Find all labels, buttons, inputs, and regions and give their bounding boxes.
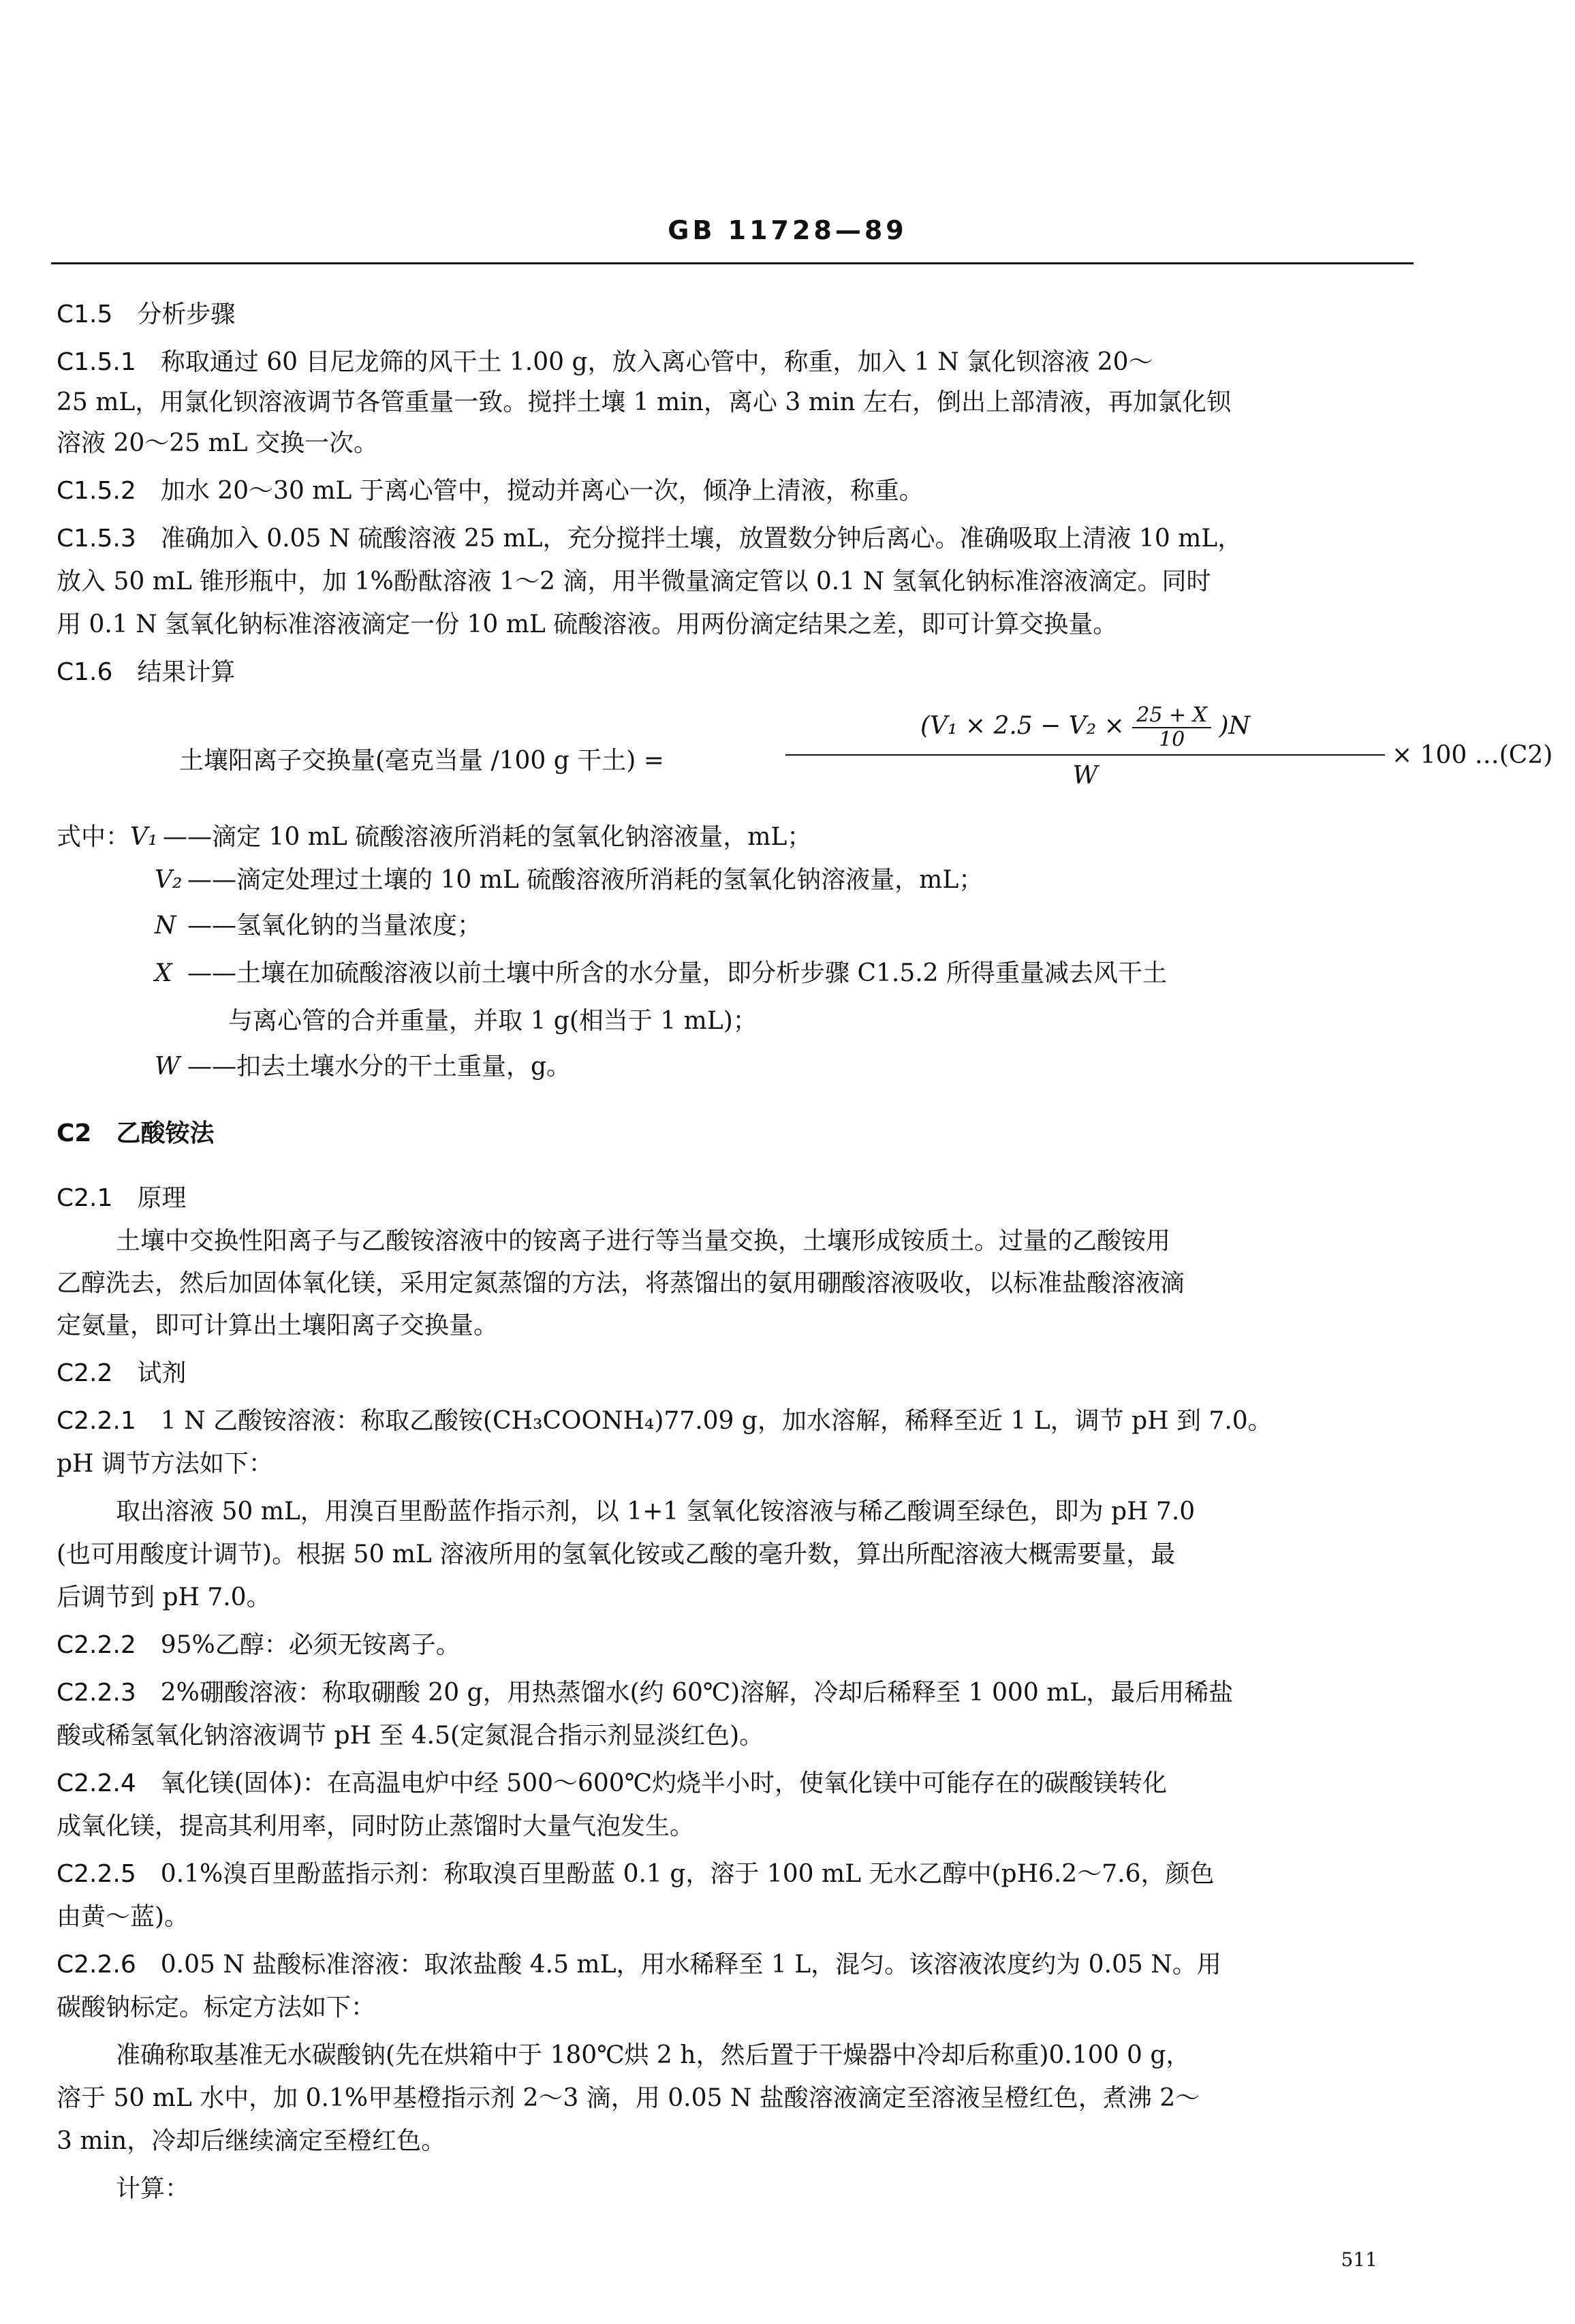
variable-symbol: X — [155, 959, 172, 987]
section-number: C2.2 — [57, 1359, 113, 1387]
section-number: C1.5 — [57, 300, 113, 328]
section-title: 结果计算 — [137, 658, 236, 686]
c221-line-2: pH 调节方法如下： — [57, 1450, 273, 1478]
chapter-title: 乙酸铵法 — [116, 1119, 215, 1147]
c226-line-1 — [57, 1949, 1409, 1981]
variable-x — [155, 957, 1167, 990]
c21-line-3: 定氨量，即可计算出土壤阳离子交换量。 — [57, 1312, 499, 1339]
section-c16-heading — [57, 656, 1409, 689]
c221-line-1 — [57, 1405, 1409, 1438]
c221-line-3: 取出溶液 50 mL，用溴百里酚蓝作指示剂，以 1+1 氢氧化铵溶液与稀乙酸调至绿色，即为 pH 7.0 — [116, 1498, 1196, 1525]
variable-v2 — [155, 864, 983, 897]
section-title: 试剂 — [137, 1359, 187, 1387]
paragraph-text: 加水 20～30 mL 于离心管中，搅动并离心一次，倾净上清液，称重。 — [160, 477, 924, 505]
c21-line-2: 乙醇洗去，然后加固体氧化镁，采用定氮蒸馏的方法，将蒸馏出的氨用硼酸溶液吸收，以标准盐酸溶液滴 — [57, 1269, 1185, 1297]
formula-numerator: (V₁ × 2.5 − V₂ × $\frac{25 + X}{10}$ )N — [920, 703, 1251, 752]
paragraph-text: 1 N 乙酸铵溶液：称取乙酸铵(CH₃COONH₄)77.09 g，加水溶解，稀释至近 1 L，调节 pH 到 7.0。 — [160, 1407, 1273, 1435]
section-number: C1.6 — [57, 658, 113, 686]
variable-description: ——滴定 10 mL 硫酸溶液所消耗的氢氧化钠溶液量，mL； — [163, 823, 812, 851]
variable-x-continued: 与离心管的合并重量，并取 1 g(相当于 1 mL)； — [228, 1007, 758, 1035]
paragraph-text: 称取通过 60 目尼龙筛的风干土 1.00 g，放入离心管中，称重，加入 1 N 氯化钡溶液 20～ — [160, 348, 1153, 376]
formula-denominator: W — [1072, 762, 1098, 790]
variable-description: ——氢氧化钠的当量浓度； — [187, 912, 482, 940]
paragraph-text: 2%硼酸溶液：称取硼酸 20 g，用热蒸馏水(约 60℃)溶解，冷却后稀释至 1 000 mL，最后用稀盐 — [160, 1679, 1234, 1707]
clause-number: C2.2.1 — [57, 1407, 136, 1435]
section-c15-heading — [57, 298, 1409, 331]
clause-number: C2.2.4 — [57, 1769, 136, 1797]
c153-line-1 — [57, 523, 1409, 555]
variable-n — [155, 910, 482, 942]
c225-line-1 — [57, 1858, 1409, 1891]
standard-number-header: GB 11728—89 — [668, 215, 907, 245]
paragraph-text: 95%乙醇：必须无铵离子。 — [160, 1631, 461, 1659]
header-rule — [51, 262, 1414, 264]
c226-line-3: 准确称取基准无水碳酸钠(先在烘箱中于 180℃烘 2 h，然后置于干燥器中冷却后称重)0.100 0 g， — [116, 2041, 1191, 2069]
paragraph-text: 0.05 N 盐酸标准溶液：取浓盐酸 4.5 mL，用水稀释至 1 L，混匀。该溶液浓度约为 0.05 N。用 — [160, 1951, 1221, 1979]
variable-v1 — [57, 821, 811, 854]
c152-line — [57, 475, 1409, 508]
c153-line-3: 用 0.1 N 氢氧化钠标准溶液滴定一份 10 mL 硫酸溶液。用两份滴定结果之差，即可计算交换量。 — [57, 610, 1118, 638]
paragraph-text: 0.1%溴百里酚蓝指示剂：称取溴百里酚蓝 0.1 g，溶于 100 mL 无水乙醇中(pH6.2～7.6，颜色 — [160, 1860, 1215, 1888]
variable-description: ——土壤在加硫酸溶液以前土壤中所含的水分量，即分析步骤 C1.5.2 所得重量减去风干土 — [187, 959, 1168, 987]
c224-line-1 — [57, 1767, 1409, 1800]
c223-line-2: 酸或稀氢氧化钠溶液调节 pH 至 4.5(定氮混合指示剂显淡红色)。 — [57, 1722, 764, 1750]
where-label: 式中： — [57, 823, 131, 851]
variable-w — [155, 1051, 571, 1083]
section-title: 原理 — [137, 1184, 187, 1212]
cec-formula — [179, 700, 1553, 803]
variable-symbol: N — [155, 912, 176, 940]
c151-line-1 — [57, 346, 1409, 379]
chapter-number: C2 — [57, 1119, 92, 1147]
page-number: 511 — [1341, 2248, 1377, 2271]
variable-symbol: W — [155, 1053, 181, 1081]
section-c21-heading — [57, 1182, 1409, 1215]
calculation-label: 计算： — [116, 2175, 190, 2203]
section-title: 分析步骤 — [137, 300, 236, 328]
clause-number: C2.2.3 — [57, 1679, 136, 1707]
c151-line-2: 25 mL，用氯化钡溶液调节各管重量一致。搅拌土壤 1 min，离心 3 min 左右，倒出上部清液，再加氯化钡 — [57, 388, 1231, 416]
clause-number: C2.2.2 — [57, 1631, 136, 1659]
c223-line-1 — [57, 1677, 1409, 1709]
c224-line-2: 成氧化镁，提高其利用率，同时防止蒸馏时大量气泡发生。 — [57, 1812, 695, 1840]
clause-number: C1.5.3 — [57, 525, 136, 553]
c226-line-5: 3 min，冷却后继续滴定至橙红色。 — [57, 2127, 446, 2155]
c221-line-4: (也可用酸度计调节)。根据 50 mL 溶液所用的氢氧化铵或乙酸的毫升数，算出所配溶液大概需要量，最 — [57, 1540, 1176, 1568]
variable-description: ——扣去土壤水分的干土重量，g。 — [187, 1053, 572, 1081]
c221-line-5: 后调节到 pH 7.0。 — [57, 1583, 271, 1611]
section-c22-heading — [57, 1357, 1409, 1390]
c226-line-2: 碳酸钠标定。标定方法如下： — [57, 1994, 376, 2021]
formula-fraction — [785, 700, 1385, 803]
c226-line-4: 溶于 50 mL 水中，加 0.1%甲基橙指示剂 2～3 滴，用 0.05 N 盐酸溶液滴定至溶液呈橙红色，煮沸 2～ — [57, 2084, 1200, 2112]
clause-number: C1.5.2 — [57, 477, 136, 505]
section-number: C2.1 — [57, 1184, 113, 1212]
c151-line-3: 溶液 20～25 mL 交换一次。 — [57, 429, 378, 457]
inner-fraction: $\frac{25 + X}{10}$ — [1132, 704, 1211, 752]
c21-line-1: 土壤中交换性阳离子与乙酸铵溶液中的铵离子进行等当量交换，土壤形成铵质土。过量的乙酸铵用 — [116, 1227, 1171, 1255]
variable-symbol: V₁ — [130, 823, 158, 851]
paragraph-text: 准确加入 0.05 N 硫酸溶液 25 mL，充分搅拌土壤，放置数分钟后离心。准确吸取上清液 10 mL， — [160, 525, 1243, 553]
variable-symbol: V₂ — [155, 866, 183, 894]
formula-lhs: 土壤阳离子交换量(毫克当量 /100 g 干土) = — [179, 747, 664, 775]
formula-rhs: × 100 …(C2) — [1392, 741, 1553, 769]
fraction-bar — [785, 754, 1385, 756]
chapter-c2-heading — [57, 1117, 1409, 1150]
c153-line-2: 放入 50 mL 锥形瓶中，加 1%酚酞溶液 1～2 滴，用半微量滴定管以 0.1 N 氢氧化钠标准溶液滴定。同时 — [57, 568, 1211, 595]
clause-number: C1.5.1 — [57, 348, 136, 376]
clause-number: C2.2.6 — [57, 1951, 136, 1979]
c222-line — [57, 1629, 1409, 1662]
c225-line-2: 由黄～蓝)。 — [57, 1903, 189, 1931]
variable-description: ——滴定处理过土壤的 10 mL 硫酸溶液所消耗的氢氧化钠溶液量，mL； — [187, 866, 984, 894]
clause-number: C2.2.5 — [57, 1860, 136, 1888]
paragraph-text: 氧化镁(固体)：在高温电炉中经 500～600℃灼烧半小时，使氧化镁中可能存在的碳酸镁转化 — [160, 1769, 1167, 1797]
